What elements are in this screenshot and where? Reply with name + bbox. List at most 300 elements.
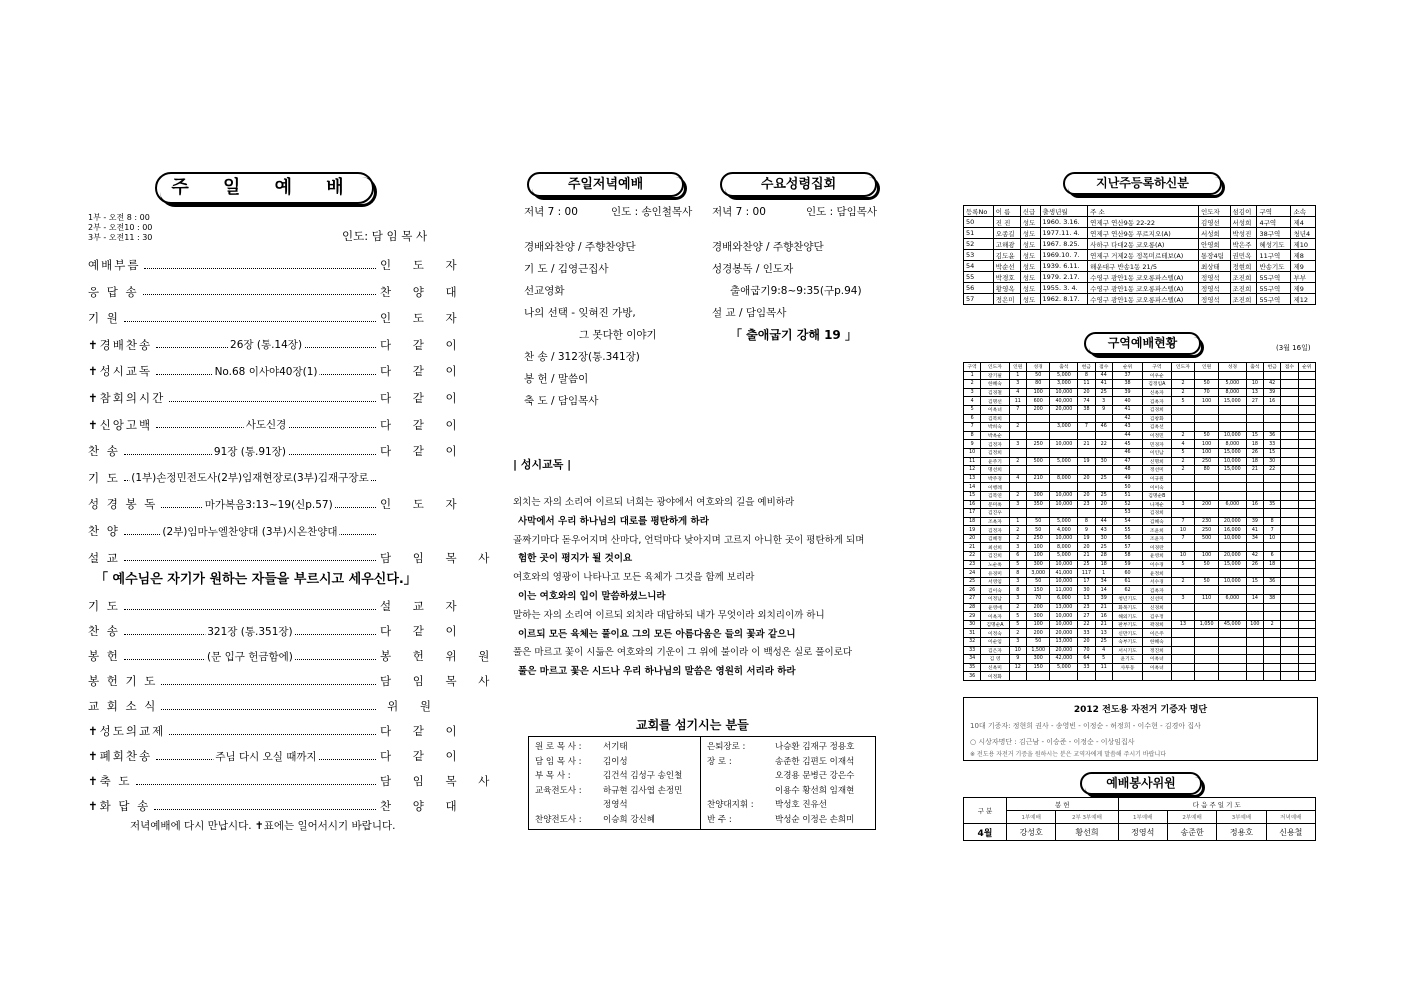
table-cell: 33 [1078, 663, 1095, 672]
table-cell: 100 [1026, 388, 1050, 397]
staff-names: 송준한 김편도 이재석 [775, 756, 855, 767]
table-cell: 정영석 [1198, 283, 1230, 294]
table-cell: 50 [1026, 638, 1050, 647]
table-cell [1298, 560, 1315, 569]
order-label: 기 도 [88, 599, 120, 613]
table-cell: 20 [1078, 491, 1095, 500]
table-cell: 200 [1026, 629, 1050, 638]
table-cell [1281, 577, 1298, 586]
table-cell [1246, 371, 1263, 380]
table-cell [1026, 509, 1050, 518]
table-cell: 김옥자 [1143, 586, 1171, 595]
table-cell: 62 [1112, 586, 1142, 595]
table-cell: 10,000 [1050, 491, 1078, 500]
table-row [964, 380, 1316, 389]
table-cell [1281, 646, 1298, 655]
table-cell: 이인남 [1143, 448, 1171, 457]
table-cell: 5 [964, 405, 981, 414]
table-cell [1095, 509, 1112, 518]
table-cell: 김은자 [981, 646, 1009, 655]
table-cell: 7 [964, 423, 981, 432]
dot-leader [161, 498, 376, 511]
table-row [964, 440, 1316, 449]
dot-leader [154, 803, 376, 810]
table-cell: 350 [1026, 500, 1050, 509]
table-cell: 황영옥 [993, 283, 1020, 294]
table-row [964, 261, 1316, 272]
table-cell: 박옥순 [981, 431, 1009, 440]
table-cell: 42 [1246, 552, 1263, 561]
table-cell: 50 [1195, 380, 1219, 389]
table-cell: 10,000 [1218, 534, 1246, 543]
evening-line: 경배와찬양 / 주향찬양단 [524, 241, 636, 253]
table-cell [1298, 577, 1315, 586]
table-cell [1171, 646, 1195, 655]
table-cell: 10,000 [1050, 577, 1078, 586]
order-row [88, 722, 466, 740]
table-cell: 28 [964, 603, 981, 612]
table-cell: 18 [1246, 440, 1263, 449]
table-cell: 3 [1171, 500, 1195, 509]
order-row [88, 416, 466, 434]
table-cell [1281, 672, 1298, 681]
table-row [964, 474, 1316, 483]
table-cell: 8 [1078, 371, 1095, 380]
table-cell: 5,000 [1050, 457, 1078, 466]
table-cell: 21 [1095, 603, 1112, 612]
table-cell: 제9 [1291, 261, 1316, 272]
table-cell: 18 [1264, 560, 1281, 569]
table-cell [1195, 629, 1219, 638]
table-cell: 50 [1195, 577, 1219, 586]
table-row [964, 371, 1316, 380]
order-label: 성 경 봉 독 [88, 497, 158, 512]
table-cell: 이규원 [1143, 474, 1171, 483]
table-cell: 34 [964, 655, 981, 664]
table-cell: 15 [1246, 577, 1263, 586]
table-cell: 29 [964, 612, 981, 621]
table-cell: 김정희 [981, 448, 1009, 457]
table-row [964, 500, 1316, 509]
order-label: ✝축 도 [88, 774, 132, 788]
table-cell: 46 [1112, 448, 1142, 457]
table-cell [1298, 672, 1315, 681]
table-cell: 45,000 [1218, 620, 1246, 629]
table-cell [1218, 543, 1246, 552]
table-cell: 신만기도 [1112, 629, 1142, 638]
table-cell: 12 [964, 466, 981, 475]
table-cell [1171, 672, 1195, 681]
table-cell: 10,000 [1050, 534, 1078, 543]
table-cell: 27 [1246, 397, 1263, 406]
table-cell: 30 [1095, 457, 1112, 466]
table-cell [1078, 483, 1095, 492]
table-cell [1143, 672, 1171, 681]
table-cell: 성도 [1020, 283, 1040, 294]
table-cell: 김옥자 [1143, 397, 1171, 406]
table-cell: 35 [1264, 500, 1281, 509]
table-row [964, 405, 1316, 414]
table-cell: 서영임 [981, 577, 1009, 586]
table-cell [1171, 569, 1195, 578]
table-cell: 6,000 [1218, 595, 1246, 604]
table-cell: 18 [1246, 457, 1263, 466]
table-cell [1264, 405, 1281, 414]
table-cell: 41 [1112, 405, 1142, 414]
table-row [964, 612, 1316, 621]
table-cell: 20 [1078, 388, 1095, 397]
table-cell: 26 [1246, 448, 1263, 457]
table-cell: 22 [964, 552, 981, 561]
staff-role: 찬양전도사 : [535, 814, 582, 825]
table-cell [1281, 423, 1298, 432]
table-cell: 2 [1171, 466, 1195, 475]
table-cell: 1969.10. 7. [1040, 250, 1088, 261]
table-cell [1281, 397, 1298, 406]
table-cell: 5 [1009, 620, 1026, 629]
table-cell: 10 [1171, 526, 1195, 535]
table-cell: 2 [1009, 526, 1026, 535]
table-cell [1246, 603, 1263, 612]
order-row [88, 469, 440, 487]
table-cell: 진 진 [993, 217, 1020, 228]
table-cell [1195, 586, 1219, 595]
table-cell: 17 [1078, 577, 1095, 586]
table-row [964, 217, 1316, 228]
table-cell: 연제구 거제2동 정목미르테보(A) [1088, 250, 1199, 261]
order-label: 기 원 [88, 311, 120, 326]
evening-leader: 인도 : 송인철목사 [611, 206, 693, 218]
table-cell [1195, 414, 1219, 423]
table-cell: 1 [964, 371, 981, 380]
table-cell: 21 [1078, 440, 1095, 449]
table-cell [1298, 431, 1315, 440]
table-cell: 이행례 [981, 483, 1009, 492]
dot-leader [156, 750, 376, 763]
table-cell: 5,000 [1050, 371, 1078, 380]
table-cell [1281, 655, 1298, 664]
table-row [964, 483, 1316, 492]
table-cell [1195, 371, 1219, 380]
table-cell: 33 [964, 646, 981, 655]
table-cell [1298, 457, 1315, 466]
table-cell: 김 영 [981, 655, 1009, 664]
table-cell [1246, 672, 1263, 681]
table-cell: 10 [1009, 646, 1026, 655]
table-cell: 8,000 [1050, 543, 1078, 552]
table-cell [1095, 672, 1112, 681]
table-cell [1264, 371, 1281, 380]
table-cell [1298, 655, 1315, 664]
evening-line: 그 못다한 이야기 [579, 329, 657, 341]
order-person: 담 임 목 사 [380, 674, 499, 688]
table-cell: 3 [964, 388, 981, 397]
table-cell [1095, 414, 1112, 423]
table-cell [1281, 388, 1298, 397]
order-label: 교 회 소 식 [88, 699, 158, 713]
table-cell [1026, 466, 1050, 475]
table-row [964, 239, 1316, 250]
table-cell [1246, 491, 1263, 500]
table-cell: 5,000 [1050, 663, 1078, 672]
table-cell [1171, 371, 1195, 380]
table-cell [1171, 491, 1195, 500]
table-cell: 1 [1095, 569, 1112, 578]
table-cell [1264, 655, 1281, 664]
table-cell: 8,000 [1218, 388, 1246, 397]
district-title: 구역예배현황 [1084, 332, 1201, 355]
table-cell: 15,000 [1218, 560, 1246, 569]
table-cell: 이정화 [981, 672, 1009, 681]
dot-leader [124, 603, 376, 610]
table-row [964, 586, 1316, 595]
table-cell: 나재순 [1143, 500, 1171, 509]
table-cell: 이옥녀 [1143, 663, 1171, 672]
order-row [88, 797, 466, 815]
dot-leader [124, 525, 376, 538]
table-cell [1298, 663, 1315, 672]
staff-role: 담 임 목 사 : [535, 756, 582, 767]
table-cell: 19 [964, 526, 981, 535]
evening-time: 저녁 7 : 00 [524, 206, 578, 218]
table-cell [1009, 509, 1026, 518]
table-cell: 58 [1112, 552, 1142, 561]
dot-leader [144, 262, 376, 269]
table-cell: 3 [1009, 638, 1026, 647]
table-cell: 이우순 [1143, 371, 1171, 380]
table-cell: 1 [1009, 371, 1026, 380]
table-cell: 제12 [1291, 294, 1316, 305]
wed-line: 성경봉독 / 인도자 [712, 263, 794, 275]
table-cell: 37 [1112, 371, 1142, 380]
order-detail: No.68 이사야40장(1) [214, 365, 318, 378]
wed-time: 저녁 7 : 00 [712, 206, 766, 218]
table-header: 점수 [1281, 363, 1298, 372]
table-cell: 36 [1264, 577, 1281, 586]
table-cell: 노순옥 [981, 560, 1009, 569]
dot-leader [143, 288, 376, 295]
order-row [88, 389, 466, 407]
table-cell: 50 [1112, 483, 1142, 492]
table-cell: 김영선 [1198, 217, 1230, 228]
table-cell: 정은미 [993, 294, 1020, 305]
table-cell: 26 [964, 586, 981, 595]
table-cell: 윤주기 [981, 457, 1009, 466]
table-cell: 조윤희 [1143, 526, 1171, 535]
table-cell [1298, 380, 1315, 389]
order-detail: 사도신경 [245, 419, 287, 432]
dot-leader [124, 472, 376, 485]
table-cell [1195, 509, 1219, 518]
table-cell: 110 [1195, 595, 1219, 604]
table-cell: 40 [1112, 397, 1142, 406]
table-cell [1264, 629, 1281, 638]
wed-program [712, 236, 862, 346]
table-cell: 20,000 [1050, 646, 1078, 655]
staff-role: 찬양대지휘 : [707, 800, 754, 810]
bike-line3: ※ 전도용 자전거 기증을 원하시는 분은 교역자에게 말씀해 주시기 바랍니다 [970, 751, 1167, 758]
staff-entry [707, 784, 854, 799]
table-row [964, 250, 1316, 261]
table-cell: 8,000 [1218, 440, 1246, 449]
table-cell: 50 [1026, 577, 1050, 586]
service-table: 구 분 봉 헌 다 음 주 일 기 도 1부예배 2부 3부예배 1부예배 2부예배 3부예배 저녁예배 4월 강성호 황선희 정영석 송준한 정용호 신용철 [963, 797, 1316, 841]
table-cell [1246, 612, 1263, 621]
table-cell: 20 [1078, 543, 1095, 552]
table-cell [1218, 371, 1246, 380]
table-cell: 80 [1195, 466, 1219, 475]
table-cell [1298, 466, 1315, 475]
table-cell [1078, 448, 1095, 457]
table-cell: 41 [1095, 380, 1112, 389]
table-cell: 7 [1078, 423, 1095, 432]
table-cell [1026, 423, 1050, 432]
table-cell: 24 [964, 569, 981, 578]
table-cell [1281, 466, 1298, 475]
order-row [88, 336, 466, 354]
table-cell [1281, 586, 1298, 595]
table-cell: 조윤자 [1143, 534, 1171, 543]
table-cell: 10 [1264, 534, 1281, 543]
staff-entry [535, 769, 682, 784]
table-cell: 서성희 [1198, 228, 1230, 239]
table-cell: 32 [964, 638, 981, 647]
wed-sermon: 「 출애굽기 강해 19 」 [730, 328, 857, 342]
staff-names: 하규현 김사엽 손정민 [603, 785, 683, 796]
order-label: 기 도 [88, 470, 120, 485]
table-cell: 신선미 [1143, 595, 1171, 604]
table-cell: 18 [1095, 560, 1112, 569]
table-cell: 이순임 [981, 638, 1009, 647]
table-cell: 150 [1026, 663, 1050, 672]
table-cell [1171, 586, 1195, 595]
staff-entry [535, 784, 682, 799]
table-cell: 200 [1026, 405, 1050, 414]
table-row [964, 595, 1316, 604]
table-cell: 500 [1195, 534, 1219, 543]
table-cell: 20 [964, 534, 981, 543]
reading-text [513, 494, 864, 682]
table-cell [1026, 448, 1050, 457]
table-cell: 7 [1171, 517, 1195, 526]
order-row [88, 697, 440, 715]
table-row [964, 672, 1316, 681]
table-cell: 22 [1078, 620, 1095, 629]
table-cell: 김경철 [981, 388, 1009, 397]
staff-entry [707, 769, 854, 784]
order-person: 다 같 이 [380, 417, 466, 432]
table-cell: 34 [1095, 577, 1112, 586]
table-cell [1246, 405, 1263, 414]
table-cell [1298, 483, 1315, 492]
table-cell [1050, 509, 1078, 518]
table-cell [1264, 638, 1281, 647]
staff-role: 교육전도사 : [535, 785, 582, 796]
order-row [88, 256, 466, 274]
reading-line: 풀은 마르고 꽃이 시듦은 여호와의 기운이 그 위에 불이라 이 백성은 실로 풀이로다 [513, 647, 853, 659]
table-cell: 8 [1078, 517, 1095, 526]
table-cell [1171, 655, 1195, 664]
order-label: ✝폐회찬송 [88, 749, 153, 763]
table-cell [1298, 612, 1315, 621]
table-cell [1298, 629, 1315, 638]
table-cell: 10,000 [1050, 388, 1078, 397]
table-cell [1281, 663, 1298, 672]
table-cell: 5,000 [1050, 517, 1078, 526]
table-cell: 이옥녀 [1143, 655, 1171, 664]
table-cell: 55 [1112, 526, 1142, 535]
table-cell: 27 [964, 595, 981, 604]
table-cell [1009, 431, 1026, 440]
table-cell [1298, 509, 1315, 518]
table-cell: 15,000 [1218, 397, 1246, 406]
table-cell: 10,000 [1050, 612, 1078, 621]
table-cell: 1 [1009, 517, 1026, 526]
table-cell: 55 [964, 272, 994, 283]
table-cell: 54 [1112, 517, 1142, 526]
table-header: 신급 [1020, 206, 1040, 217]
table-cell: 고해광 [993, 239, 1020, 250]
table-row [964, 283, 1316, 294]
table-cell [1281, 405, 1298, 414]
table-cell: 3 [1095, 397, 1112, 406]
wed-line: 설 교 / 담임목사 [712, 307, 787, 319]
table-cell [1298, 448, 1315, 457]
table-cell: 5,000 [1050, 552, 1078, 561]
table-cell: 1962. 8.17. [1040, 294, 1088, 305]
table-cell: 39 [1112, 388, 1142, 397]
table-cell: 서수경 [1143, 577, 1171, 586]
main-leader: 인도: 담 임 목 사 [342, 229, 428, 243]
table-cell: 35 [964, 663, 981, 672]
order-row [88, 597, 466, 615]
table-cell: 38 [1078, 405, 1095, 414]
table-row [964, 603, 1316, 612]
table-cell: 유경미 [981, 569, 1009, 578]
table-row [964, 491, 1316, 500]
table-cell: 22 [1095, 440, 1112, 449]
table-cell: 44 [1112, 431, 1142, 440]
table-cell [1246, 509, 1263, 518]
table-cell: 4구역 [1257, 217, 1291, 228]
table-cell: 정영석 [1198, 272, 1230, 283]
table-cell: 38 [1112, 380, 1142, 389]
table-cell [1264, 509, 1281, 518]
table-cell: 윤영애 [981, 603, 1009, 612]
table-cell: 이옥자 [981, 612, 1009, 621]
table-cell: 36 [1264, 431, 1281, 440]
table-header: 순위 [1298, 363, 1315, 372]
order-label: ✝화 답 송 [88, 799, 151, 813]
table-cell: 조진희 [1230, 272, 1257, 283]
table-cell [1264, 423, 1281, 432]
order-person: 찬 양 대 [380, 284, 466, 299]
table-cell: 1,050 [1195, 620, 1219, 629]
table-header: 소속 [1291, 206, 1316, 217]
order-person: 다 같 이 [380, 624, 466, 638]
table-cell [1195, 423, 1219, 432]
table-cell: 33 [1078, 629, 1095, 638]
table-cell: 3,000 [1050, 380, 1078, 389]
table-cell [1009, 466, 1026, 475]
table-cell [1195, 646, 1219, 655]
table-cell: 김도윤 [993, 250, 1020, 261]
table-cell [1171, 509, 1195, 518]
table-cell [1298, 534, 1315, 543]
table-cell: 16,000 [1218, 526, 1246, 535]
table-cell [1218, 483, 1246, 492]
table-cell: 민경자 [1143, 440, 1171, 449]
